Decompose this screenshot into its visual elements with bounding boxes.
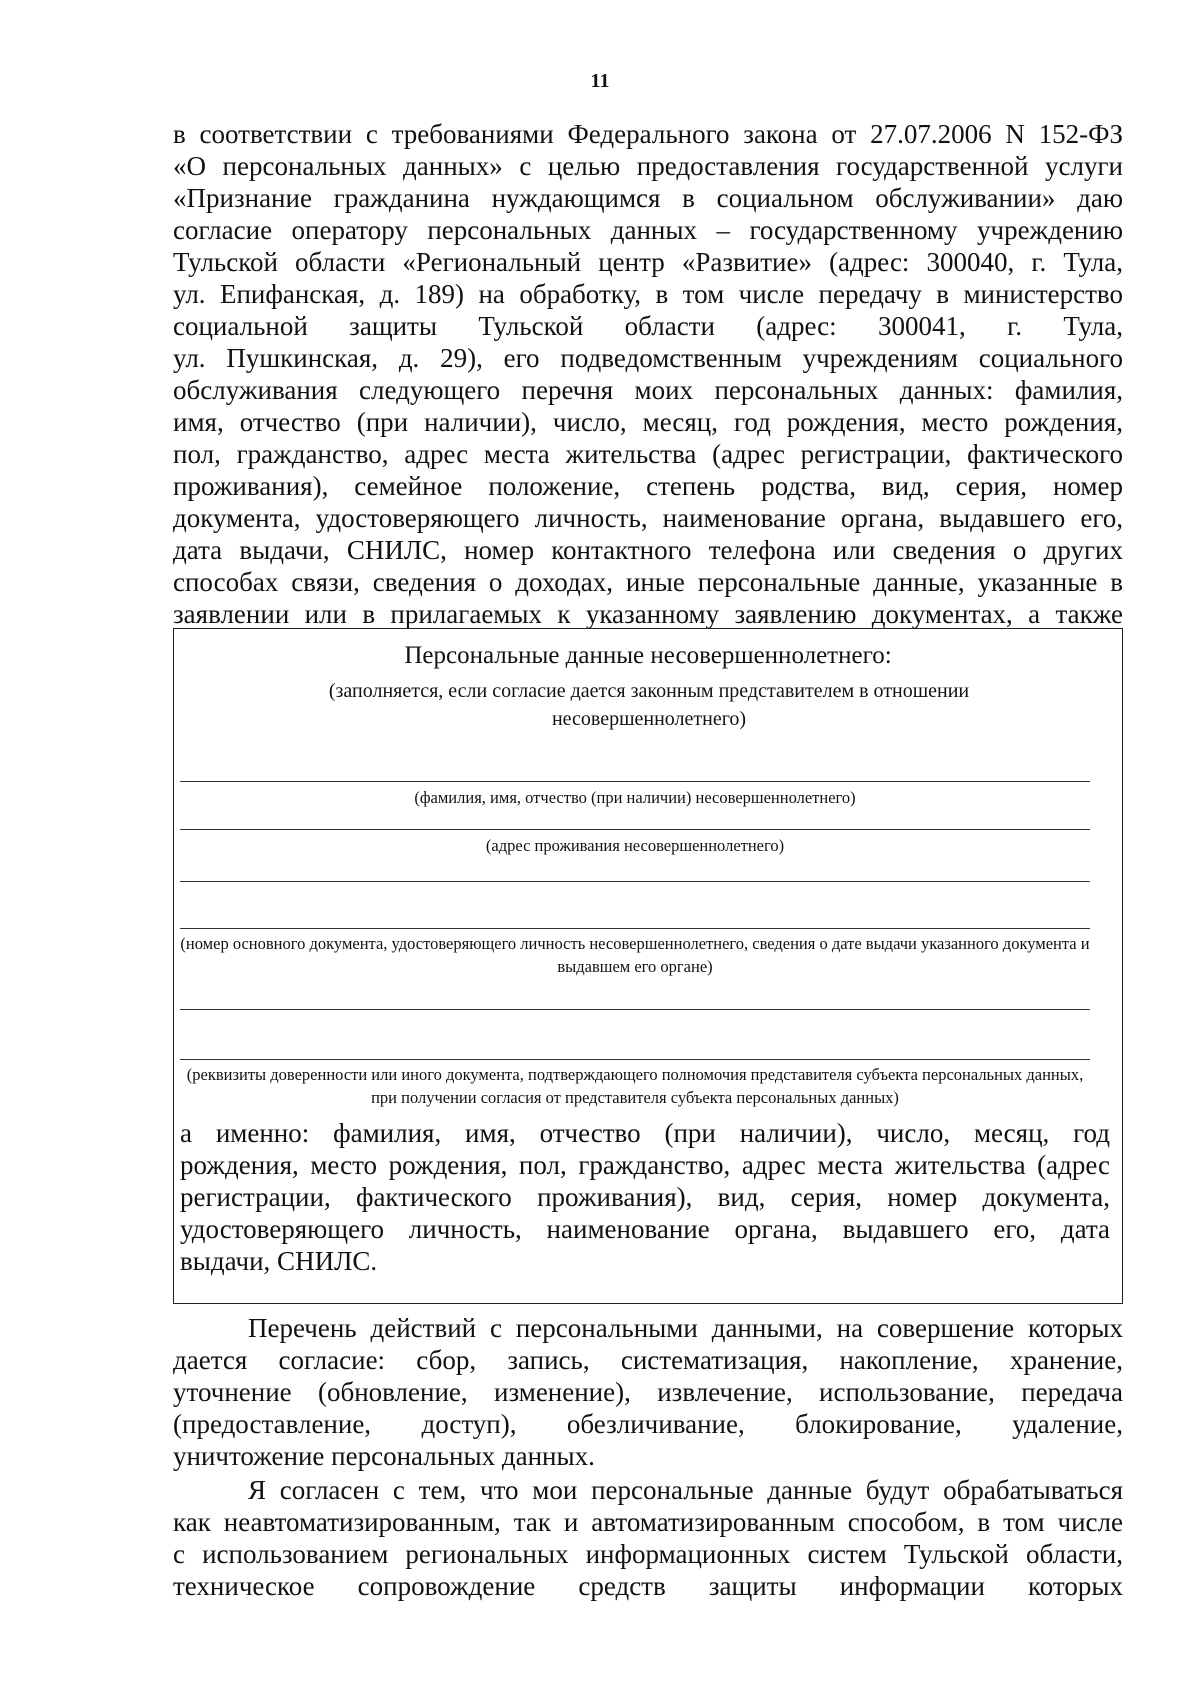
agreement-line: с использованием региональных информационных систем Тульской области, [173, 1539, 1123, 1569]
minor-document-caption: (номер основного документа, удостоверяющего личность несовершеннолетнего, сведения о дате выдачи указанного документа и выдавшем его органе) [180, 934, 1090, 976]
actions-line: (предоставление, доступ), обезличивание, блокирование, удаление, [173, 1409, 1123, 1439]
consent-line: обслуживания следующего перечня моих персональных данных: фамилия, [173, 375, 1123, 405]
consent-line: ул. Епифанская, д. 189) на обработку, в том числе передачу в министерство [173, 279, 1123, 309]
consent-line: способах связи, сведения о доходах, иные персональные данные, указанные в [173, 567, 1123, 597]
agreement-paragraph [173, 1474, 1123, 1602]
consent-line: согласие оператору персональных данных – государственному учреждению [173, 215, 1123, 245]
consent-line: документа, удостоверяющего личность, наименование органа, выдавшего его, [173, 503, 1123, 533]
power-of-attorney-field-1[interactable] [180, 1009, 1090, 1010]
consent-line: пол, гражданство, адрес места жительства (адрес регистрации, фактического [173, 439, 1123, 469]
consent-line: «Признание гражданина нуждающимся в социальном обслуживании» даю [173, 183, 1123, 213]
agreement-line: Я согласен с тем, что мои персональные данные будут обрабатываться [248, 1475, 1123, 1505]
minor-data-line: выдачи, СНИЛС. [180, 1246, 378, 1276]
consent-line: заявлении или в прилагаемых к указанному заявлению документах, а также [173, 599, 1123, 629]
consent-line: ул. Пушкинская, д. 29), его подведомственным учреждениям социального [173, 343, 1123, 373]
actions-paragraph [173, 1312, 1123, 1472]
consent-line: проживания), семейное положение, степень родства, вид, серия, номер [173, 471, 1123, 501]
minor-name-field[interactable] [180, 781, 1090, 782]
consent-line: дата выдачи, СНИЛС, номер контактного телефона или сведения о других [173, 535, 1123, 565]
minor-box-note: (заполняется, если согласие дается законным представителем в отношении несовершеннолетнего) [328, 680, 970, 730]
minor-data-line: удостоверяющего личность, наименование органа, выдавшего его, дата [180, 1214, 1110, 1244]
actions-line: уничтожение персональных данных. [173, 1441, 595, 1471]
actions-line: уточнение (обновление, изменение), извлечение, использование, передача [173, 1377, 1123, 1407]
agreement-line: как неавтоматизированным, так и автоматизированным способом, в том числе [173, 1507, 1123, 1537]
minor-data-line: регистрации, фактического проживания), вид, серия, номер документа, [180, 1182, 1110, 1212]
minor-data-line: а именно: фамилия, имя, отчество (при наличии), число, месяц, год [180, 1118, 1110, 1148]
consent-line: имя, отчество (при наличии), число, месяц, год рождения, место рождения, [173, 407, 1123, 437]
minor-box-title: Персональные данные несовершеннолетнего: [404, 642, 892, 669]
consent-line: в соответствии с требованиями Федерального закона от 27.07.2006 N 152-ФЗ [173, 119, 1123, 149]
consent-line: социальной защиты Тульской области (адрес: 300041, г. Тула, [173, 311, 1123, 341]
page-number: 11 [590, 70, 610, 92]
power-of-attorney-caption: (реквизиты доверенности или иного документа, подтверждающего полномочия представителя субъекта персональных данных, при получении согласия от представителя субъекта персональных данных) [186, 1065, 1084, 1107]
minor-name-caption: (фамилия, имя, отчество (при наличии) несовершеннолетнего) [414, 788, 856, 807]
actions-line: Перечень действий с персональными данными, на совершение которых [248, 1313, 1123, 1343]
actions-line: дается согласие: сбор, запись, систематизация, накопление, хранение, [173, 1345, 1123, 1375]
power-of-attorney-field-2[interactable] [180, 1059, 1090, 1060]
consent-line: Тульской области «Региональный центр «Развитие» (адрес: 300040, г. Тула, [173, 247, 1123, 277]
minor-document-field-1[interactable] [180, 881, 1090, 882]
minor-document-field-2[interactable] [180, 928, 1090, 929]
minor-data-line: рождения, место рождения, пол, гражданство, адрес места жительства (адрес [180, 1150, 1110, 1180]
minor-address-caption: (адрес проживания несовершеннолетнего) [485, 836, 785, 855]
minor-data-box [173, 628, 1123, 1304]
minor-data-list [180, 1117, 1110, 1277]
consent-paragraph [173, 118, 1123, 630]
agreement-line: техническое сопровождение средств защиты информации которых [173, 1571, 1123, 1601]
consent-line: «О персональных данных» с целью предоставления государственной услуги [173, 151, 1123, 181]
minor-address-field[interactable] [180, 829, 1090, 830]
